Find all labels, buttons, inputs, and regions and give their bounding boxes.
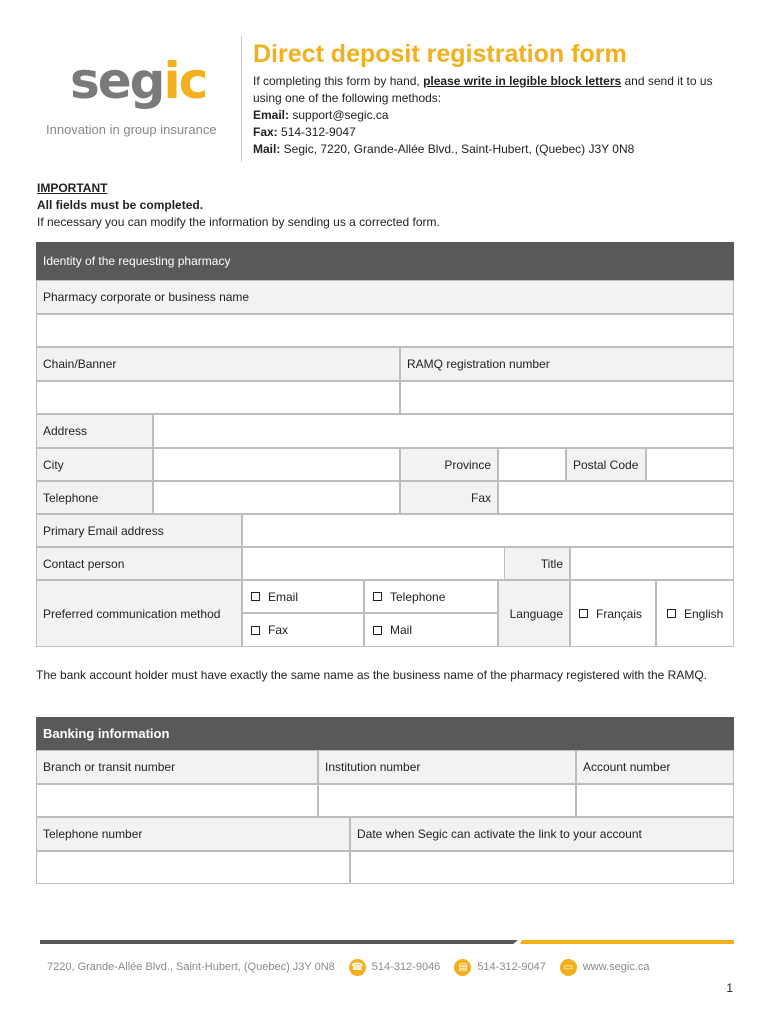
branch-number-label: Branch or transit number <box>36 750 318 784</box>
bank-holder-note: The bank account holder must have exactly the same name as the business name of the pharmacy registered with the RAMQ. <box>36 668 708 682</box>
footer <box>47 958 649 976</box>
chain-banner-label: Chain/Banner <box>36 347 400 381</box>
primary-email-field[interactable] <box>242 514 734 547</box>
postal-code-field[interactable] <box>646 448 734 481</box>
option-email[interactable]: Email <box>242 580 364 613</box>
footer-website[interactable]: www.segic.ca <box>582 961 650 973</box>
activation-date-label: Date when Segic can activate the link to your account <box>350 817 734 851</box>
footer-address: 7220, Grande-Allée Blvd., Saint-Hubert, (Quebec) J3Y 0N8 <box>47 961 335 973</box>
address-label: Address <box>36 414 153 448</box>
banking-table <box>36 717 734 884</box>
checkbox-icon[interactable] <box>373 626 382 635</box>
contact-mail: Mail: Segic, 7220, Grande-Allée Blvd., Saint-Hubert, (Quebec) J3Y 0N8 <box>253 142 635 156</box>
header-divider <box>241 36 242 162</box>
phone-icon: ☎ <box>349 959 366 976</box>
banking-section-header: Banking information <box>36 717 734 750</box>
activation-date-field[interactable] <box>350 851 734 884</box>
telephone-label: Telephone <box>36 481 153 514</box>
logo-wordmark: segic <box>70 52 207 110</box>
account-number-field[interactable] <box>576 784 734 817</box>
footer-fax: 514-312-9047 <box>477 961 546 973</box>
checkbox-icon[interactable] <box>667 609 676 618</box>
bank-telephone-field[interactable] <box>36 851 350 884</box>
postal-code-label: Postal Code <box>566 448 646 481</box>
telephone-field[interactable] <box>153 481 400 514</box>
footer-phone[interactable]: 514-312-9046 <box>371 961 441 973</box>
ramq-number-label: RAMQ registration number <box>400 347 734 381</box>
language-label: Language <box>498 580 570 647</box>
checkbox-icon[interactable] <box>579 609 588 618</box>
logo-tagline: Innovation in group insurance <box>46 122 217 137</box>
option-mail[interactable]: Mail <box>364 613 498 647</box>
preferred-method-label: Preferred communication method <box>36 580 242 647</box>
city-label: City <box>36 448 153 481</box>
pharmacy-section-header: Identity of the requesting pharmacy <box>36 242 734 280</box>
important-notice: IMPORTANT All fields must be completed. If necessary you can modify the information by sending us a corrected form. <box>37 181 440 229</box>
address-field[interactable] <box>153 414 734 448</box>
title-label: Title <box>504 547 570 580</box>
intro-text: If completing this form by hand, please write in legible block letters and send it to us using one of the following methods: Email: support@segic.ca Fax: 514-312-9047 Mail: Segic, 7220, Grande-Allée Blvd., Saint-Hubert, (Quebec) J3Y 0N8 <box>253 73 743 158</box>
checkbox-icon[interactable] <box>373 592 382 601</box>
checkbox-icon[interactable] <box>251 592 260 601</box>
province-field[interactable] <box>498 448 566 481</box>
chain-banner-field[interactable] <box>36 381 400 414</box>
contact-email: Email: support@segic.ca <box>253 108 389 122</box>
footer-bar-gold <box>520 940 734 944</box>
title-field[interactable] <box>570 547 734 580</box>
footer-bar-grey <box>40 940 518 944</box>
corporate-name-label: Pharmacy corporate or business name <box>36 280 734 314</box>
branch-number-field[interactable] <box>36 784 318 817</box>
option-telephone[interactable]: Telephone <box>364 580 498 613</box>
page-number: 1 <box>726 981 733 995</box>
option-fax[interactable]: Fax <box>242 613 364 647</box>
fax-icon: ▤ <box>454 959 471 976</box>
bank-telephone-label: Telephone number <box>36 817 350 851</box>
option-english[interactable]: English <box>656 580 734 647</box>
fax-label: Fax <box>400 481 498 514</box>
checkbox-icon[interactable] <box>251 626 260 635</box>
web-icon: ▭ <box>560 959 577 976</box>
fax-field[interactable] <box>498 481 734 514</box>
account-number-label: Account number <box>576 750 734 784</box>
institution-number-label: Institution number <box>318 750 576 784</box>
page-title: Direct deposit registration form <box>253 40 627 68</box>
primary-email-label: Primary Email address <box>36 514 242 547</box>
institution-number-field[interactable] <box>318 784 576 817</box>
ramq-number-field[interactable] <box>400 381 734 414</box>
segic-logo <box>40 52 230 147</box>
city-field[interactable] <box>153 448 400 481</box>
pharmacy-identity-table <box>36 242 734 647</box>
contact-person-label: Contact person <box>36 547 242 580</box>
province-label: Province <box>400 448 498 481</box>
option-francais[interactable]: Français <box>570 580 656 647</box>
contact-fax: Fax: 514-312-9047 <box>253 125 356 139</box>
corporate-name-field[interactable] <box>36 314 734 347</box>
